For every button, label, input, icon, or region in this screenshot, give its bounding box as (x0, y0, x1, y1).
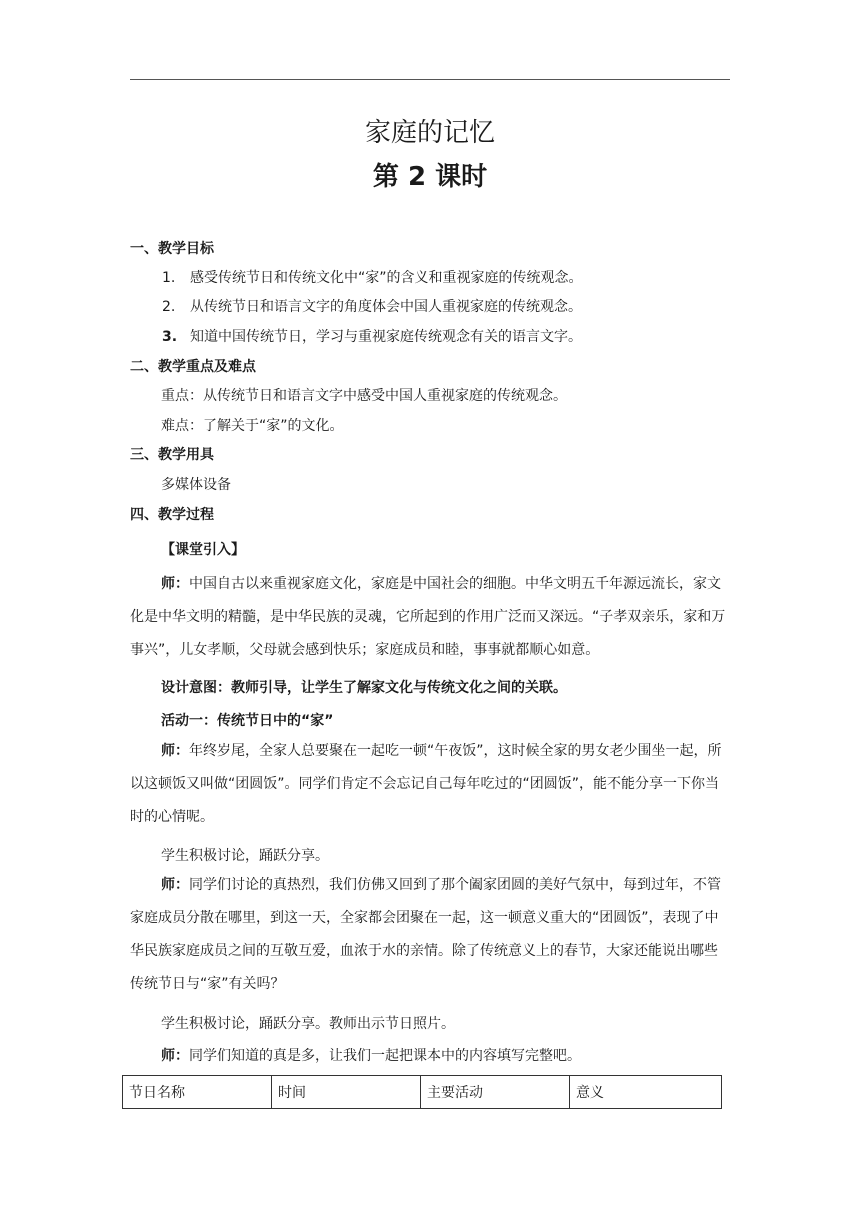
student-response: 学生积极讨论，踊跃分享。 (161, 848, 329, 864)
page-title: 家庭的记忆 (364, 118, 495, 148)
objective-number: 2. (162, 299, 176, 315)
keypoint-text: 重点：从传统节日和语言文字中感受中国人重视家庭的传统观念。 (161, 388, 567, 404)
objective-text: 感受传统节日和传统文化中“家”的含义和重视家庭的传统观念。 (190, 270, 583, 286)
objective-number: 1. (162, 270, 176, 286)
paragraph-teacher-activity (130, 735, 730, 834)
difficulty-text: 难点：了解关于“家”的文化。 (161, 418, 344, 434)
paragraph-text: 同学们知道的真是多，让我们一起把课本中的内容填写完整吧。 (189, 1048, 581, 1064)
objective-text: 从传统节日和语言文字的角度体会中国人重视家庭的传统观念。 (190, 299, 582, 315)
section-heading-keypoints: 二、教学重点及难点 (130, 359, 256, 375)
teacher-label: 师： (161, 743, 189, 759)
paragraph-text: 同学们讨论的真热烈，我们仿佛又回到了那个阖家团圆的美好气氛中，每到过年，不管家庭成员分散在哪里，到这一天，全家都会团聚在一起，这一顿意义重大的“团圆饭”，表现了中华民族家庭成员之间的互敬互爱，血浓于水的亲情。除了传统意义上的春节，大家还能说出哪些传统节日与“家”有关吗？ (130, 877, 721, 992)
paragraph-text: 年终岁尾，全家人总要聚在一起吃一顿“午夜饭”，这时候全家的男女老少围坐一起，所以这顿饭又叫做“团圆饭”。同学们肯定不会忘记自己每年吃过的“团圆饭”，能不能分享一下你当时的心情呢。 (130, 743, 722, 825)
paragraph-teacher-fill (161, 1046, 581, 1066)
section-heading-objectives: 一、教学目标 (130, 241, 214, 257)
objective-text: 知道中国传统节日，学习与重视家庭传统观念有关的语言文字。 (190, 329, 582, 345)
page-subtitle: 第 2 课时 (372, 162, 488, 192)
student-response: 学生积极讨论，踊跃分享。教师出示节日照片。 (161, 1016, 455, 1032)
header-rule (130, 79, 730, 80)
table-header-cell: 意义 (570, 1076, 722, 1109)
table-header-cell: 时间 (272, 1076, 421, 1109)
section-heading-tools: 三、教学用具 (130, 447, 214, 463)
tools-text: 多媒体设备 (161, 477, 231, 493)
table-header-cell: 节日名称 (123, 1076, 272, 1109)
teacher-label: 师： (161, 576, 189, 592)
section-heading-process: 四、教学过程 (130, 507, 214, 523)
objective-number: 3. (162, 329, 178, 345)
table-header-cell: 主要活动 (421, 1076, 570, 1109)
paragraph-text: 中国自古以来重视家庭文化，家庭是中国社会的细胞。中华文明五千年源远流长，家文化是中华文明的精髓，是中华民族的灵魂，它所起到的作用广泛而又深远。“子孝双亲乐，家和万事兴”，儿女孝顺，父母就会感到快乐；家庭成员和睦，事事就都顺心如意。 (130, 576, 726, 658)
festival-table (122, 1075, 722, 1109)
design-intent: 设计意图：教师引导，让学生了解家文化与传统文化之间的关联。 (161, 680, 567, 696)
activity-heading: 活动一：传统节日中的“家” (161, 713, 334, 729)
paragraph-teacher-discussion (130, 869, 730, 1001)
teacher-label: 师： (161, 1048, 189, 1064)
table-row (123, 1076, 722, 1109)
teacher-label: 师： (161, 877, 189, 893)
paragraph-teacher-intro (130, 568, 730, 667)
intro-heading: 【课堂引入】 (161, 542, 245, 558)
